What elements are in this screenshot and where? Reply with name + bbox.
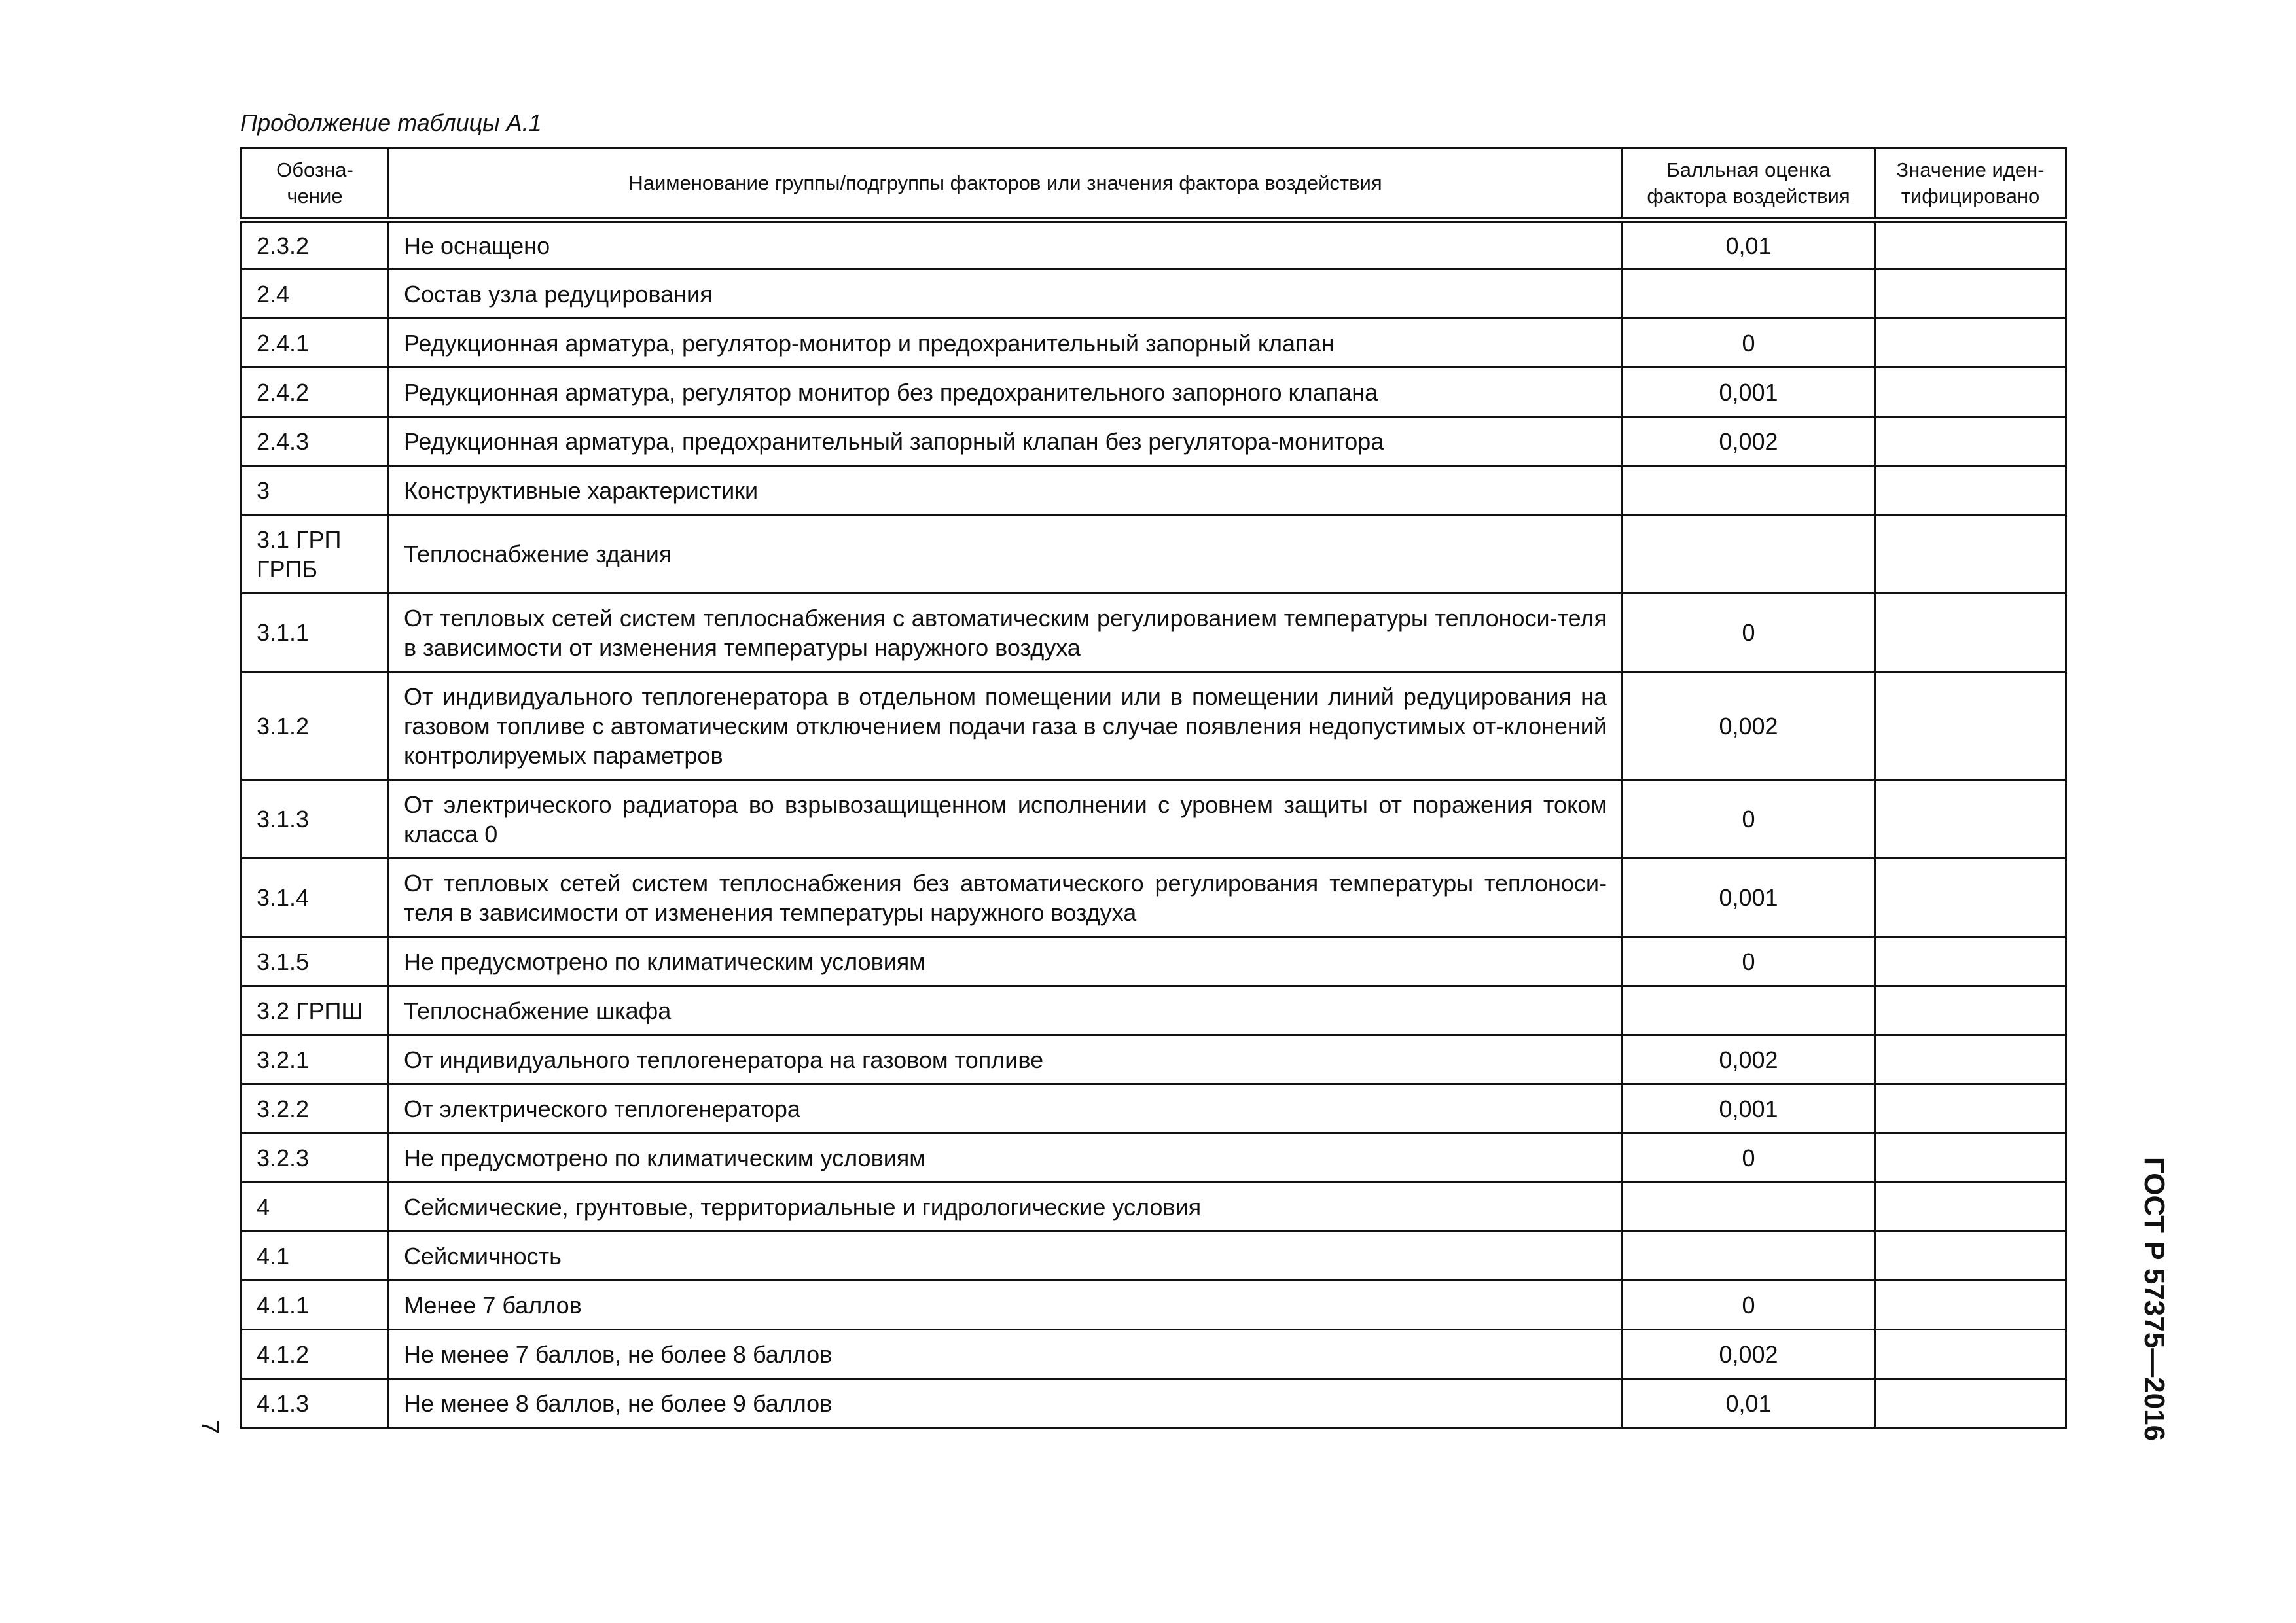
row-code: 3.2.2 (242, 1084, 389, 1133)
row-name: Редукционная арматура, регулятор монитор без предохранительного запорного клапана (389, 368, 1623, 417)
row-identified (1875, 319, 2066, 368)
table-row (242, 986, 2066, 1035)
header-code (242, 149, 389, 221)
row-score: 0,002 (1623, 672, 1875, 780)
row-code: 4 (242, 1183, 389, 1232)
table-body (242, 221, 2066, 1428)
row-score: 0,002 (1623, 1035, 1875, 1084)
row-name: От индивидуального теплогенератора на газовом топливе (389, 1035, 1623, 1084)
table-row (242, 859, 2066, 937)
row-score: 0,001 (1623, 368, 1875, 417)
row-name: Не менее 8 баллов, не более 9 баллов (389, 1379, 1623, 1428)
table-row (242, 672, 2066, 780)
row-identified (1875, 1379, 2066, 1428)
row-score: 0 (1623, 937, 1875, 986)
row-code: 2.4.1 (242, 319, 389, 368)
header-name (389, 149, 1623, 221)
row-name: Сейсмичность (389, 1232, 1623, 1281)
row-identified (1875, 986, 2066, 1035)
row-name: От тепловых сетей систем теплоснабжения с автоматическим регулированием температуры теплоноси-теля в зависимости от изменения температуры наружного воздуха (389, 594, 1623, 672)
row-score: 0,01 (1623, 1379, 1875, 1428)
table-row (242, 466, 2066, 515)
row-identified (1875, 368, 2066, 417)
table-row (242, 1133, 2066, 1183)
row-identified (1875, 515, 2066, 594)
row-code: 3.1.3 (242, 780, 389, 859)
table-row (242, 221, 2066, 270)
table-row (242, 319, 2066, 368)
page-number-rotated (196, 1407, 223, 1446)
row-identified (1875, 270, 2066, 319)
row-name: Сейсмические, грунтовые, территориальные и гидрологические условия (389, 1183, 1623, 1232)
row-code: 3.1 ГРП ГРПБ (242, 515, 389, 594)
table-row (242, 515, 2066, 594)
row-identified (1875, 466, 2066, 515)
row-identified (1875, 594, 2066, 672)
row-name: Не оснащено (389, 221, 1623, 270)
row-name: От электрического теплогенератора (389, 1084, 1623, 1133)
row-name: От тепловых сетей систем теплоснабжения без автоматического регулирования температуры теплоноси-теля в зависимости от изменения температуры наружного воздуха (389, 859, 1623, 937)
row-name: Редукционная арматура, предохранительный запорный клапан без регулятора-монитора (389, 417, 1623, 466)
page-number: 7 (196, 1419, 224, 1434)
table-row (242, 417, 2066, 466)
row-identified (1875, 1232, 2066, 1281)
row-code: 3.2 ГРПШ (242, 986, 389, 1035)
table-row (242, 1330, 2066, 1379)
row-code: 4.1 (242, 1232, 389, 1281)
row-identified (1875, 221, 2066, 270)
row-identified (1875, 672, 2066, 780)
row-name: Теплоснабжение шкафа (389, 986, 1623, 1035)
row-score: 0 (1623, 1133, 1875, 1183)
row-identified (1875, 1183, 2066, 1232)
row-code: 3.2.3 (242, 1133, 389, 1183)
table-row (242, 1379, 2066, 1428)
row-score: 0,001 (1623, 859, 1875, 937)
header-identified-label: Значение иден- тифицировано (1896, 158, 2045, 207)
row-code: 2.4.3 (242, 417, 389, 466)
header-score-label: Балльная оценка фактора воздействия (1647, 158, 1850, 207)
row-identified (1875, 859, 2066, 937)
row-name: От электрического радиатора во взрывозащищенном исполнении с уровнем защиты от поражения током класса 0 (389, 780, 1623, 859)
row-code: 3.1.5 (242, 937, 389, 986)
row-code: 3.2.1 (242, 1035, 389, 1084)
row-name: Теплоснабжение здания (389, 515, 1623, 594)
table-caption: Продолжение таблицы А.1 (240, 109, 542, 136)
row-score (1623, 1183, 1875, 1232)
table-row (242, 270, 2066, 319)
row-score: 0 (1623, 1281, 1875, 1330)
row-score (1623, 1232, 1875, 1281)
row-identified (1875, 1281, 2066, 1330)
document-id-rotated (2132, 1156, 2176, 1442)
header-identified (1875, 149, 2066, 221)
row-score: 0,001 (1623, 1084, 1875, 1133)
factors-table (240, 147, 2067, 1429)
row-identified (1875, 1084, 2066, 1133)
row-score: 0,002 (1623, 1330, 1875, 1379)
row-score (1623, 986, 1875, 1035)
row-code: 2.4 (242, 270, 389, 319)
row-score: 0 (1623, 780, 1875, 859)
header-code-label: Обозна- чение (276, 158, 353, 207)
row-code: 2.4.2 (242, 368, 389, 417)
row-code: 3 (242, 466, 389, 515)
table-row (242, 1084, 2066, 1133)
header-row (242, 149, 2066, 221)
row-code: 4.1.3 (242, 1379, 389, 1428)
row-identified (1875, 1133, 2066, 1183)
row-code: 2.3.2 (242, 221, 389, 270)
table-row (242, 780, 2066, 859)
row-code: 3.1.4 (242, 859, 389, 937)
row-identified (1875, 1330, 2066, 1379)
row-name: Конструктивные характеристики (389, 466, 1623, 515)
row-identified (1875, 937, 2066, 986)
table-row (242, 1281, 2066, 1330)
row-score (1623, 466, 1875, 515)
row-score: 0,002 (1623, 417, 1875, 466)
table-row (242, 937, 2066, 986)
table-row (242, 1035, 2066, 1084)
row-code: 3.1.2 (242, 672, 389, 780)
row-code: 4.1.1 (242, 1281, 389, 1330)
table-row (242, 1183, 2066, 1232)
row-identified (1875, 417, 2066, 466)
row-code: 3.1.1 (242, 594, 389, 672)
row-name: Менее 7 баллов (389, 1281, 1623, 1330)
row-score: 0 (1623, 594, 1875, 672)
row-score: 0 (1623, 319, 1875, 368)
row-name: Не менее 7 баллов, не более 8 баллов (389, 1330, 1623, 1379)
header-score (1623, 149, 1875, 221)
row-identified (1875, 1035, 2066, 1084)
row-code: 4.1.2 (242, 1330, 389, 1379)
header-name-label: Наименование группы/подгруппы факторов или значения фактора воздействия (628, 171, 1382, 194)
table-row (242, 594, 2066, 672)
row-score: 0,01 (1623, 221, 1875, 270)
row-score (1623, 515, 1875, 594)
row-score (1623, 270, 1875, 319)
row-name: Не предусмотрено по климатическим условиям (389, 1133, 1623, 1183)
document-id: ГОСТ Р 57375—2016 (2138, 1156, 2170, 1442)
row-identified (1875, 780, 2066, 859)
row-name: Не предусмотрено по климатическим условиям (389, 937, 1623, 986)
row-name: От индивидуального теплогенератора в отдельном помещении или в помещении линий редуцирования на газовом топливе с автоматическим отключением подачи газа в случае появления недопустимых от-клонений контролируемых параметров (389, 672, 1623, 780)
table-row (242, 368, 2066, 417)
table-header (242, 149, 2066, 221)
row-name: Редукционная арматура, регулятор-монитор и предохранительный запорный клапан (389, 319, 1623, 368)
row-name: Состав узла редуцирования (389, 270, 1623, 319)
table-row (242, 1232, 2066, 1281)
